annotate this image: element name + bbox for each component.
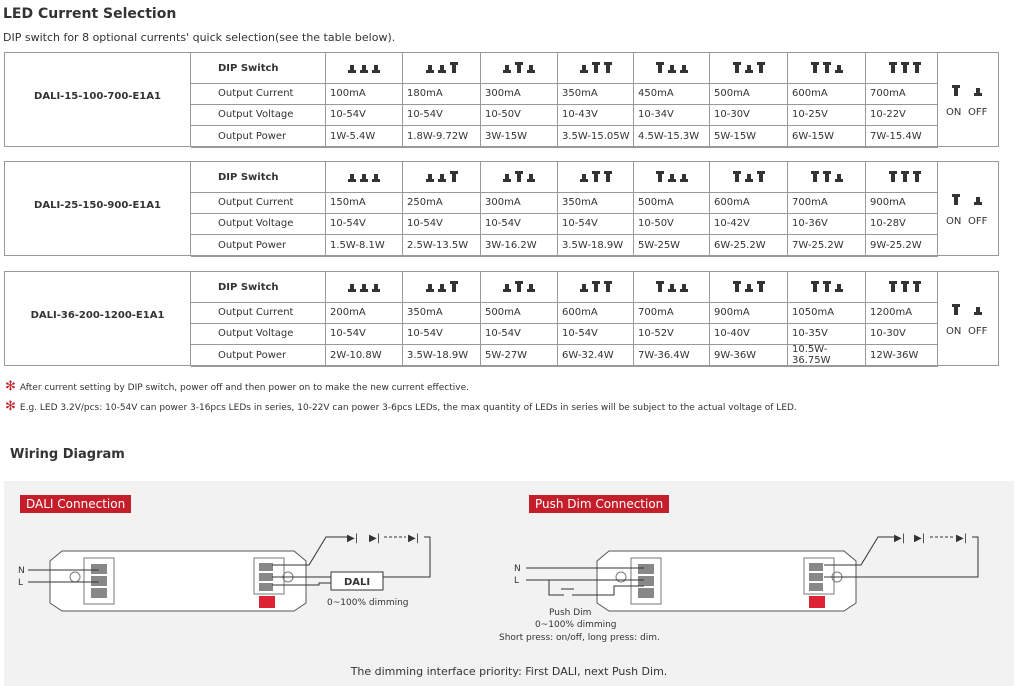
value-cell: 1.5W-8.1W [326, 234, 403, 256]
value-cell: 500mA [481, 302, 558, 323]
value-cell: 3W-16.2W [481, 234, 558, 256]
table-row [191, 302, 938, 324]
dip-cell [634, 272, 710, 302]
dip-cell [866, 272, 944, 302]
table-row [191, 213, 938, 235]
dip-switch-icon [578, 170, 614, 184]
note-2 [5, 399, 797, 414]
dip-switch-icon [731, 61, 767, 75]
n-label: N [18, 566, 25, 576]
asterisk-icon: ✻ [5, 399, 16, 414]
dip-switch-icon [424, 61, 460, 75]
value-cell: 3W-15W [481, 125, 558, 147]
dip-switch-icon [654, 170, 690, 184]
dip-cell [866, 162, 944, 192]
push-desc: Short press: on/off, long press: dim. [499, 633, 660, 643]
value-cell: 100mA [326, 83, 403, 104]
value-cell: 200mA [326, 302, 403, 323]
off-label: OFF [968, 326, 988, 337]
dip-table [4, 161, 999, 256]
on-label: ON [946, 216, 962, 227]
led-icon: ▶| [408, 533, 420, 544]
row-label: DIP Switch [191, 162, 326, 192]
value-cell: 7W-15.4W [866, 125, 944, 147]
value-cell: 600mA [710, 192, 788, 213]
dip-cell [788, 272, 866, 302]
on-label: ON [946, 107, 962, 118]
row-label: DIP Switch [191, 272, 326, 302]
dip-switch-icon [654, 280, 690, 294]
value-cell: 6W-15W [788, 125, 866, 147]
note-text: After current setting by DIP switch, power off and then power on to make the new current effective. [19, 383, 469, 393]
push-range: 0~100% dimming [535, 620, 617, 630]
value-cell: 10-35V [788, 323, 866, 344]
table-row [191, 162, 938, 193]
dip-cell [866, 53, 944, 83]
value-cell: 6W-25.2W [710, 234, 788, 256]
wiring-title: Wiring Diagram [10, 447, 125, 462]
dip-cell [326, 162, 403, 192]
value-cell: 7W-25.2W [788, 234, 866, 256]
on-off-legend [938, 162, 998, 255]
push-label: Push Dim [549, 608, 592, 618]
wiring-panel [4, 481, 1014, 686]
value-cell: 10-22V [866, 104, 944, 125]
value-cell: 10-54V [326, 104, 403, 125]
dip-switch-icon [578, 61, 614, 75]
row-label: Output Power [191, 234, 326, 256]
dip-cell [403, 272, 481, 302]
value-cell: 6W-32.4W [558, 344, 634, 366]
value-cell: 10-30V [866, 323, 944, 344]
dip-switch-icon [578, 280, 614, 294]
page-title: LED Current Selection [3, 6, 177, 22]
dip-cell [558, 162, 634, 192]
led-icon: ▶| [894, 533, 906, 544]
value-cell: 10-25V [788, 104, 866, 125]
off-label: OFF [968, 107, 988, 118]
dali-connection-tag: DALI Connection [20, 495, 131, 513]
table-row [191, 323, 938, 345]
note-1 [5, 379, 469, 394]
on-off-legend [938, 53, 998, 146]
value-cell: 10-34V [634, 104, 710, 125]
table-row [191, 125, 938, 148]
dip-switch-icon [809, 280, 845, 294]
value-cell: 10-36V [788, 213, 866, 234]
dip-cell [481, 272, 558, 302]
value-cell: 150mA [326, 192, 403, 213]
table-row [191, 272, 938, 303]
push-dim-connection-tag: Push Dim Connection [529, 495, 669, 513]
on-off-legend [938, 272, 998, 365]
dip-switch-icon [887, 280, 923, 294]
row-label: Output Current [191, 302, 326, 323]
value-cell: 600mA [788, 83, 866, 104]
dip-cell [710, 162, 788, 192]
value-cell: 10-54V [403, 323, 481, 344]
value-cell: 700mA [634, 302, 710, 323]
row-label: Output Power [191, 344, 326, 366]
value-cell: 7W-36.4W [634, 344, 710, 366]
dip-switch-icon [731, 280, 767, 294]
value-cell: 10-54V [403, 104, 481, 125]
dip-switch-icon [731, 170, 767, 184]
table-row [191, 234, 938, 257]
value-cell: 3.5W-18.9W [403, 344, 481, 366]
row-label: Output Voltage [191, 104, 326, 125]
l-label: L [514, 576, 520, 586]
on-off-switch-icon [948, 303, 988, 317]
value-cell: 250mA [403, 192, 481, 213]
led-icon: ▶| [347, 533, 359, 544]
model-name: DALI-25-150-900-E1A1 [34, 200, 161, 211]
dali-driver [50, 551, 306, 611]
value-cell: 2W-10.8W [326, 344, 403, 366]
value-cell: 10-30V [710, 104, 788, 125]
value-cell: 450mA [634, 83, 710, 104]
value-cell: 10-54V [481, 323, 558, 344]
value-cell: 300mA [481, 192, 558, 213]
table-row [191, 83, 938, 105]
dip-switch-icon [887, 170, 923, 184]
value-cell: 900mA [866, 192, 944, 213]
dip-switch-icon [346, 170, 382, 184]
led-chain-dali [347, 533, 419, 544]
table-row [191, 53, 938, 84]
dip-cell [326, 272, 403, 302]
model-name: DALI-15-100-700-E1A1 [34, 91, 161, 102]
value-cell: 3.5W-15.05W [558, 125, 634, 147]
value-cell: 10-54V [326, 323, 403, 344]
value-cell: 9W-25.2W [866, 234, 944, 256]
value-cell: 10-54V [481, 213, 558, 234]
wiring-diagram [4, 481, 1014, 661]
dip-switch-icon [501, 280, 537, 294]
value-cell: 10-28V [866, 213, 944, 234]
dali-box-label: DALI [344, 577, 371, 588]
value-cell: 10.5W-36.75W [788, 344, 866, 366]
dip-cell [634, 162, 710, 192]
value-cell: 350mA [558, 192, 634, 213]
value-cell: 10-40V [710, 323, 788, 344]
note-text: E.g. LED 3.2V/pcs: 10-54V can power 3-16pcs LEDs in series, 10-22V can power 3-6pcs LEDs, the max quantity of LEDs in series will be subject to the actual voltage of LED. [19, 403, 797, 413]
dip-cell [788, 162, 866, 192]
value-cell: 3.5W-18.9W [558, 234, 634, 256]
dip-switch-icon [809, 61, 845, 75]
dip-cell [481, 53, 558, 83]
value-cell: 1050mA [788, 302, 866, 323]
dip-table [4, 271, 999, 366]
dip-cell [710, 53, 788, 83]
value-cell: 500mA [634, 192, 710, 213]
off-label: OFF [968, 216, 988, 227]
led-icon: ▶| [914, 533, 926, 544]
dip-switch-icon [501, 170, 537, 184]
page-subtitle: DIP switch for 8 optional currents' quick selection(see the table below). [3, 31, 396, 44]
dip-switch-icon [424, 170, 460, 184]
dip-cell [403, 53, 481, 83]
value-cell: 350mA [558, 83, 634, 104]
value-cell: 9W-36W [710, 344, 788, 366]
value-cell: 500mA [710, 83, 788, 104]
row-label: Output Voltage [191, 323, 326, 344]
value-cell: 600mA [558, 302, 634, 323]
table-grid [190, 53, 998, 146]
led-icon: ▶| [369, 533, 381, 544]
dali-range: 0~100% dimming [327, 598, 409, 608]
value-cell: 700mA [866, 83, 944, 104]
on-off-switch-icon [948, 84, 988, 98]
dip-switch-icon [346, 61, 382, 75]
row-label: Output Voltage [191, 213, 326, 234]
priority-note: The dimming interface priority: First DALI, next Push Dim. [350, 665, 668, 678]
value-cell: 1200mA [866, 302, 944, 323]
dip-switch-icon [809, 170, 845, 184]
value-cell: 10-42V [710, 213, 788, 234]
dip-cell [326, 53, 403, 83]
value-cell: 5W-27W [481, 344, 558, 366]
value-cell: 900mA [710, 302, 788, 323]
value-cell: 300mA [481, 83, 558, 104]
row-label: Output Current [191, 83, 326, 104]
value-cell: 5W-25W [634, 234, 710, 256]
dip-cell [403, 162, 481, 192]
led-icon: ▶| [956, 533, 968, 544]
value-cell: 2.5W-13.5W [403, 234, 481, 256]
l-label: L [18, 578, 24, 588]
table-grid [190, 272, 998, 365]
value-cell: 12W-36W [866, 344, 944, 366]
n-label: N [514, 564, 521, 574]
value-cell: 10-54V [403, 213, 481, 234]
table-row [191, 104, 938, 126]
dip-switch-icon [424, 280, 460, 294]
dip-cell [558, 53, 634, 83]
row-label: Output Current [191, 192, 326, 213]
row-label: Output Power [191, 125, 326, 147]
value-cell: 180mA [403, 83, 481, 104]
value-cell: 1W-5.4W [326, 125, 403, 147]
value-cell: 4.5W-15.3W [634, 125, 710, 147]
value-cell: 10-54V [326, 213, 403, 234]
row-label: DIP Switch [191, 53, 326, 83]
dip-switch-icon [887, 61, 923, 75]
value-cell: 10-43V [558, 104, 634, 125]
dip-cell [634, 53, 710, 83]
dip-cell [558, 272, 634, 302]
table-row [191, 344, 938, 367]
value-cell: 10-50V [634, 213, 710, 234]
value-cell: 5W-15W [710, 125, 788, 147]
dip-table [4, 52, 999, 147]
on-label: ON [946, 326, 962, 337]
table-row [191, 192, 938, 214]
led-chain-push [894, 533, 967, 544]
dip-switch-icon [501, 61, 537, 75]
value-cell: 10-54V [558, 323, 634, 344]
push-dim-driver [597, 551, 856, 611]
value-cell: 700mA [788, 192, 866, 213]
dip-switch-icon [346, 280, 382, 294]
value-cell: 350mA [403, 302, 481, 323]
value-cell: 10-54V [558, 213, 634, 234]
dip-switch-icon [654, 61, 690, 75]
value-cell: 10-52V [634, 323, 710, 344]
table-grid [190, 162, 998, 255]
value-cell: 10-50V [481, 104, 558, 125]
dip-cell [481, 162, 558, 192]
dip-cell [788, 53, 866, 83]
model-name: DALI-36-200-1200-E1A1 [30, 310, 165, 321]
dip-cell [710, 272, 788, 302]
value-cell: 1.8W-9.72W [403, 125, 481, 147]
asterisk-icon: ✻ [5, 379, 16, 394]
on-off-switch-icon [948, 193, 988, 207]
